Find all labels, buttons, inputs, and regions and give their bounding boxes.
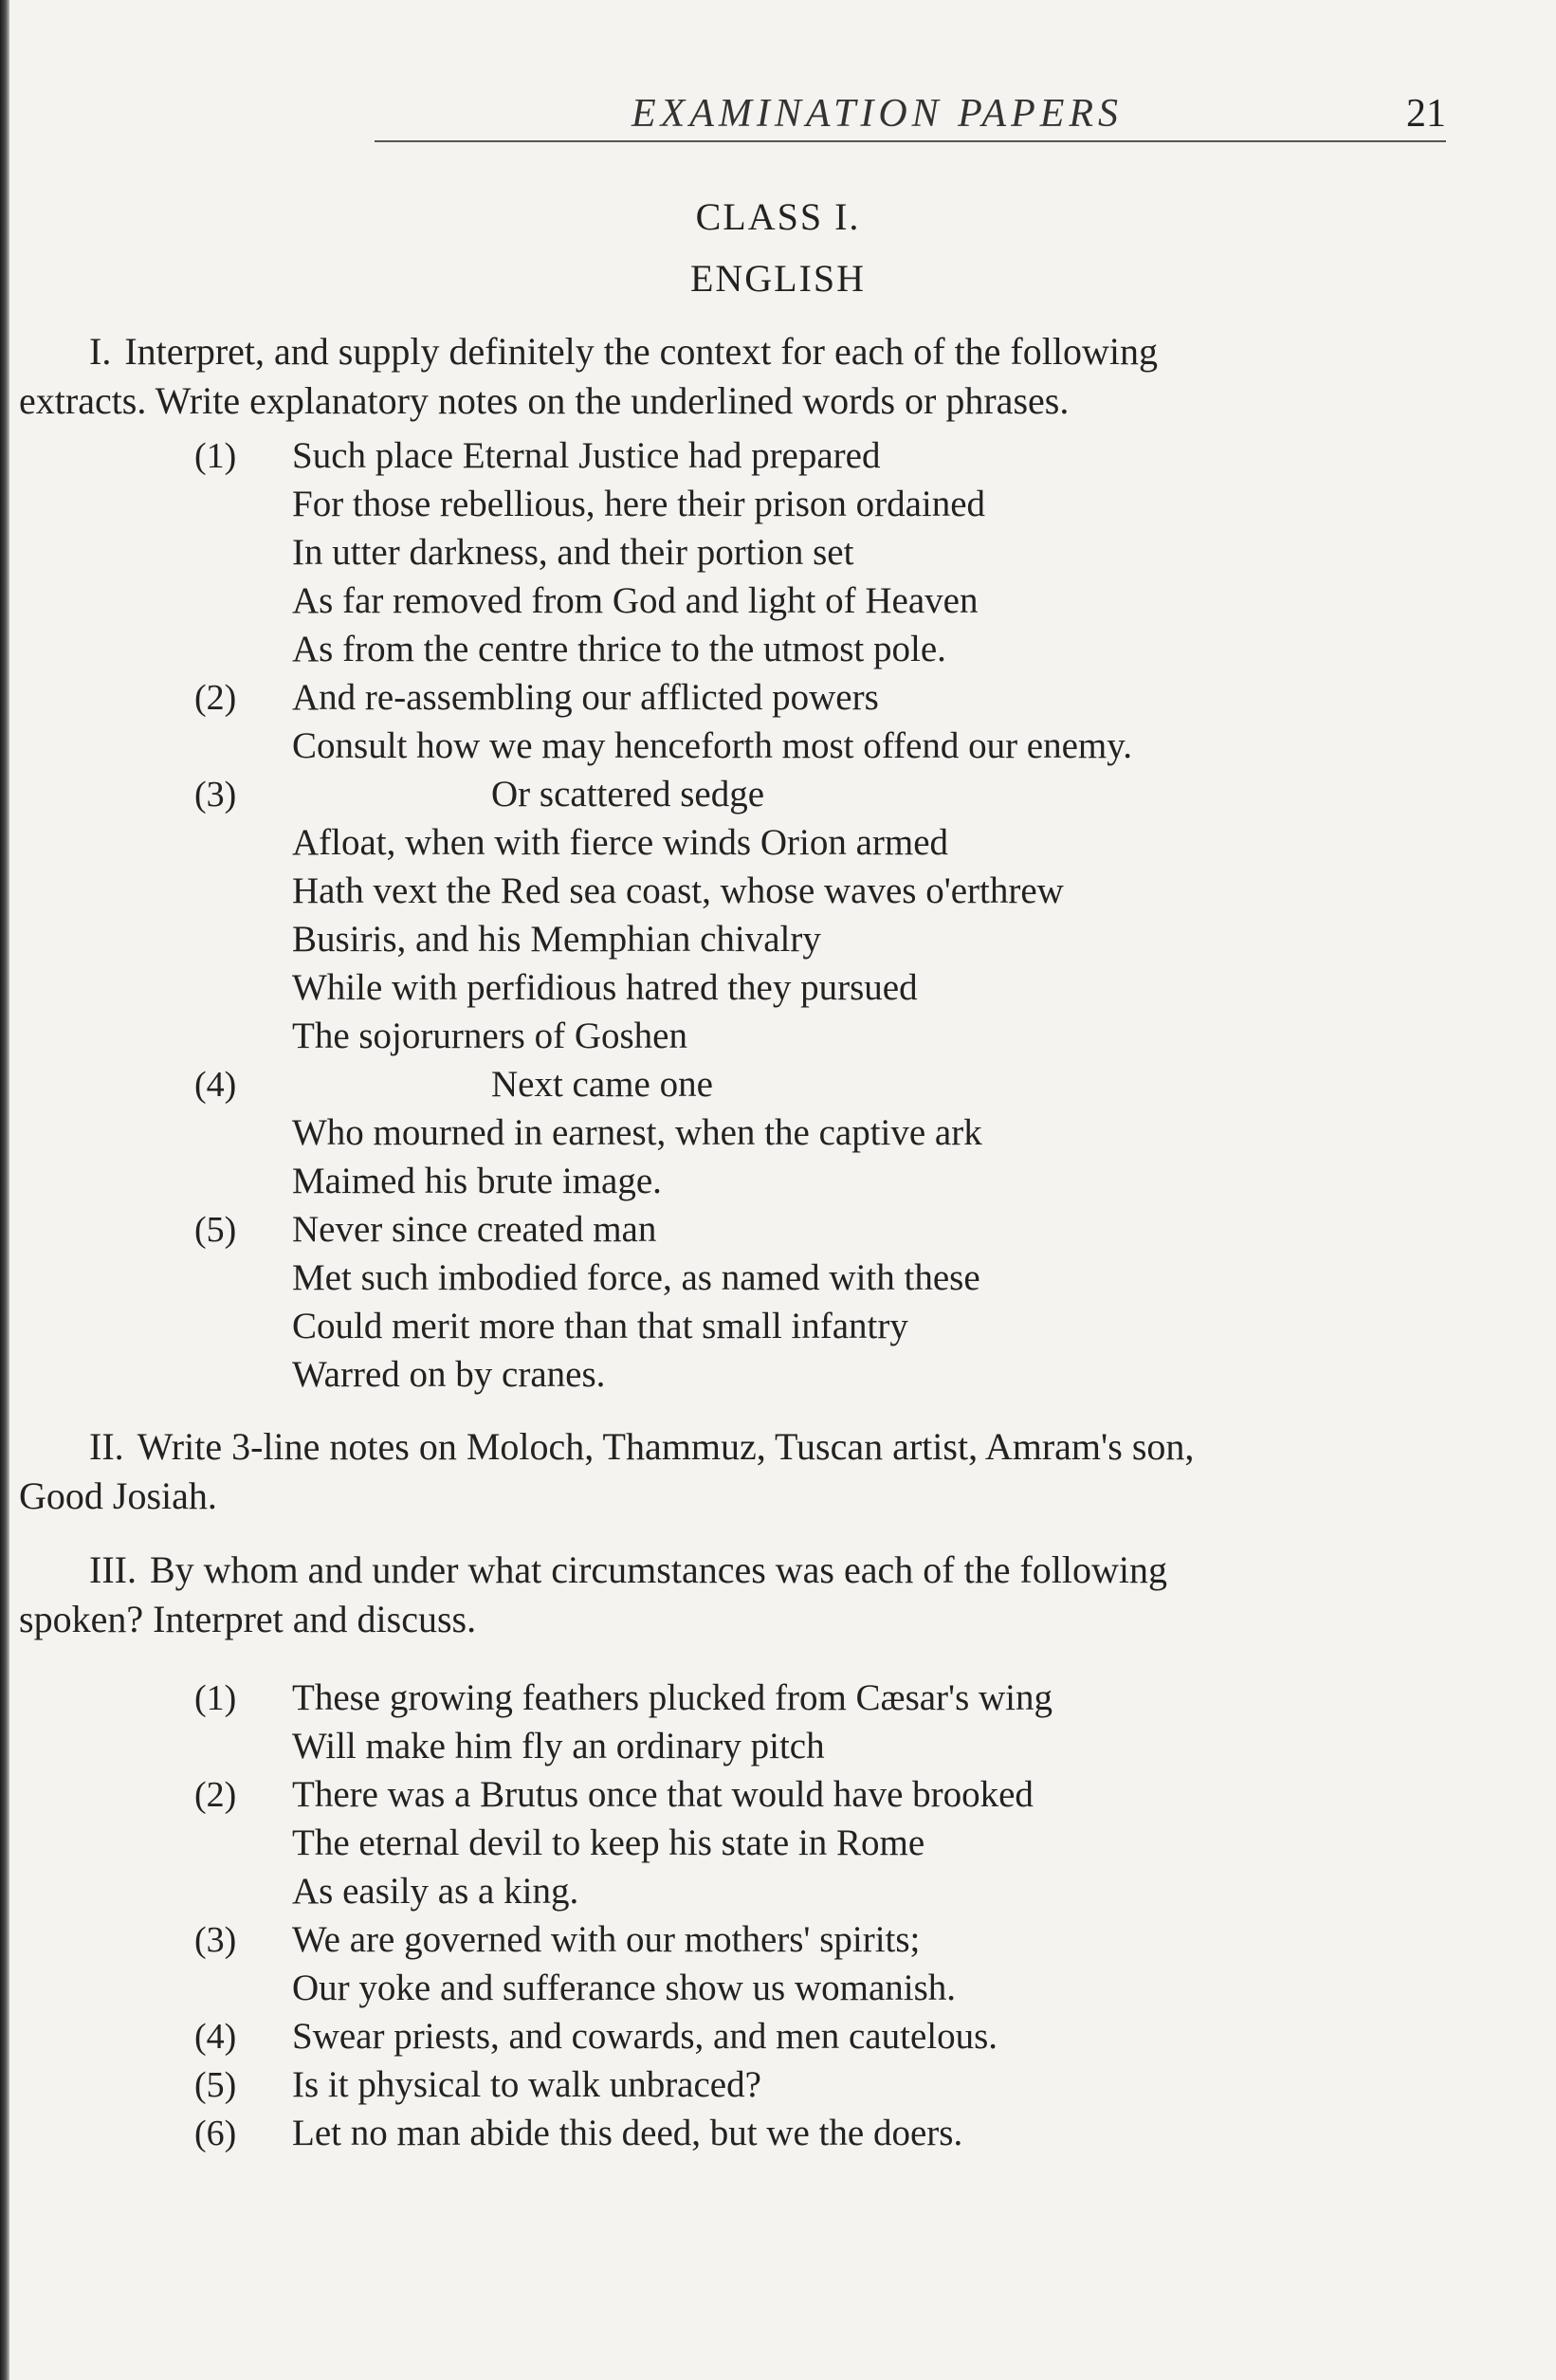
verse-line: Such place Eternal Justice had prepared — [292, 435, 881, 476]
quote-line: As easily as a king. — [292, 1871, 579, 1912]
quote-lines — [292, 1770, 1468, 1915]
section-1-label: I. — [89, 330, 112, 373]
section-3-line-2: spoken? Interpret and discuss. — [19, 1598, 477, 1640]
quote-line: These growing feathers plucked from Cæsar's wing — [292, 1677, 1053, 1718]
quote-lines — [292, 1915, 1468, 2012]
extract-number: (3) — [194, 775, 237, 815]
extract-lines — [292, 673, 1468, 770]
section-2-line-1 — [19, 1422, 1460, 1472]
class-title: CLASS I. — [695, 195, 861, 238]
verse-line: As from the centre thrice to the utmost pole. — [292, 629, 946, 669]
verse-line: Could merit more than that small infantry — [292, 1306, 908, 1346]
verse-line: Afloat, when with fierce winds Orion armed — [292, 822, 949, 863]
quote-line: The eternal devil to keep his state in Rome — [292, 1822, 925, 1863]
section-3-instruction — [19, 1546, 1460, 1644]
section-3-label: III. — [89, 1548, 137, 1591]
extract-lines — [292, 770, 1468, 1060]
extract-lines — [292, 1205, 1468, 1399]
verse-line: Consult how we may henceforth most offend our enemy. — [292, 725, 1132, 766]
verse-line: Next came one — [491, 1064, 713, 1105]
quote-lines — [292, 2012, 1468, 2060]
verse-line: For those rebellious, here their prison ordained — [292, 484, 986, 524]
section-2-text-1: Write 3-line notes on Moloch, Thammuz, Tuscan artist, Amram's son, — [137, 1425, 1195, 1468]
verse-line: The sojorurners of Goshen — [292, 1016, 687, 1056]
extract-number: (1) — [194, 436, 237, 476]
quote-line: Swear priests, and cowards, and men cautelous. — [292, 2016, 998, 2057]
section-3-text-1: By whom and under what circumstances was each of the following — [149, 1548, 1167, 1591]
quote-number: (5) — [194, 2065, 237, 2105]
quote-line: Will make him fly an ordinary pitch — [292, 1726, 825, 1767]
extract-lines — [292, 1060, 1468, 1205]
verse-line: Or scattered sedge — [491, 774, 765, 815]
verse-line: Warred on by cranes. — [292, 1354, 606, 1395]
page-number: 21 — [1406, 92, 1446, 136]
quote-lines — [292, 1674, 1468, 1770]
subject-title: ENGLISH — [689, 257, 867, 300]
verse-line: And re-assembling our afflicted powers — [292, 677, 879, 718]
verse-line: Hath vext the Red sea coast, whose waves o'erthrew — [292, 870, 1064, 911]
verse-line: Maimed his brute image. — [292, 1161, 662, 1201]
verse-line: While with perfidious hatred they pursued — [292, 967, 918, 1008]
extract-number: (2) — [194, 678, 237, 718]
section-2-label: II. — [89, 1425, 124, 1468]
verse-line: As far removed from God and light of Heaven — [292, 580, 979, 621]
section-2-instruction — [19, 1422, 1460, 1521]
verse-line: Met such imbodied force, as named with these — [292, 1257, 980, 1298]
section-1-line-2: extracts. Write explanatory notes on the underlined words or phrases. — [19, 379, 1070, 422]
quote-line: Is it physical to walk unbraced? — [292, 2064, 761, 2105]
quote-line: Let no man abide this deed, but we the doers. — [292, 2113, 963, 2153]
quote-number: (3) — [194, 1920, 237, 1960]
extract-lines — [292, 431, 1468, 673]
verse-line: Busiris, and his Memphian chivalry — [292, 919, 821, 960]
quote-lines — [292, 2060, 1468, 2109]
quote-line: There was a Brutus once that would have brooked — [292, 1774, 1034, 1815]
quote-number: (6) — [194, 2114, 237, 2153]
extract-number: (5) — [194, 1210, 237, 1250]
section-1-text-1: Interpret, and supply definitely the context for each of the following — [124, 330, 1158, 373]
running-title: EXAMINATION PAPERS — [631, 92, 1124, 136]
quote-number: (2) — [194, 1775, 237, 1815]
quote-number: (1) — [194, 1678, 237, 1718]
verse-line: Who mourned in earnest, when the captive ark — [292, 1112, 982, 1153]
binding-edge — [0, 0, 9, 2380]
section-3-line-1 — [19, 1546, 1460, 1595]
page-header — [375, 91, 1446, 142]
quote-line: We are governed with our mothers' spirits; — [292, 1919, 921, 1960]
quote-line: Our yoke and sufferance show us womanish. — [292, 1968, 957, 2008]
quote-number: (4) — [194, 2017, 237, 2057]
verse-line: In utter darkness, and their portion set — [292, 532, 854, 573]
section-1-line-1 — [19, 327, 1460, 376]
quote-lines — [292, 2109, 1468, 2157]
extract-number: (4) — [194, 1065, 237, 1105]
section-1-instruction — [19, 327, 1460, 426]
verse-line: Never since created man — [292, 1209, 657, 1250]
section-2-line-2: Good Josiah. — [19, 1474, 217, 1517]
